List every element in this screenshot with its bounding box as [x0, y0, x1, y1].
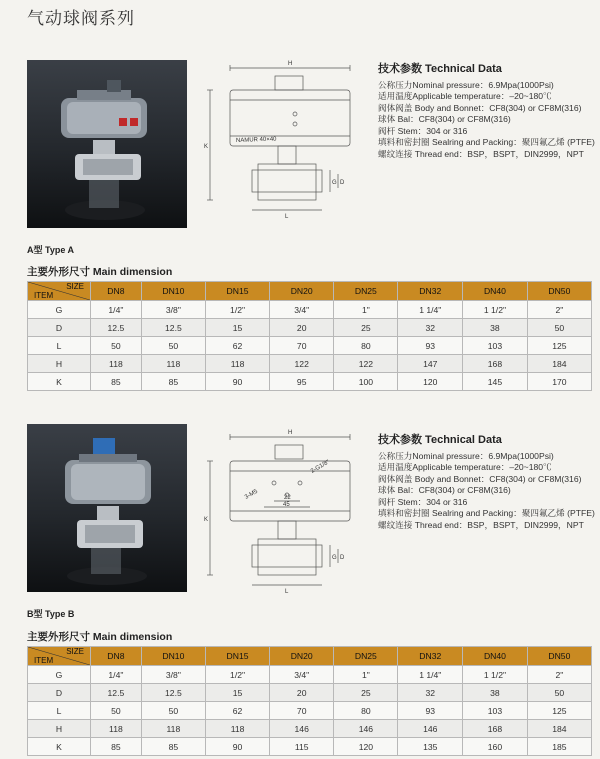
table-cell: 62: [205, 702, 269, 720]
tech-line: 填料和密封圈 Sealring and Packing：聚四氟乙烯 (PTFE): [378, 137, 595, 147]
table-row: [28, 720, 592, 738]
table-cell: 85: [91, 373, 142, 391]
tech-line: 球体 Bal：CF8(304) or CF8M(316): [378, 485, 511, 495]
tech-line: 公称压力Nominal pressure：6.9Mpa(1000Psi): [378, 450, 554, 461]
drawing-label-g: G: [332, 555, 337, 561]
table-cell: 20: [270, 319, 334, 337]
drawing-label-k: K: [204, 144, 209, 150]
table-cell: 135: [398, 738, 463, 756]
table-cell: 90: [205, 738, 269, 756]
table-cell: 90: [205, 373, 269, 391]
table-cell: 20: [270, 684, 334, 702]
row-label: K: [28, 738, 91, 756]
tech-line: 填料和密封圈 Sealring and Packing：聚四氟乙烯 (PTFE): [378, 508, 595, 518]
table-cell: 115: [270, 738, 334, 756]
table-cell: 1/2": [205, 301, 269, 319]
table-cell: 170: [527, 373, 591, 391]
table-cell: 15: [205, 319, 269, 337]
table-cell: 12.5: [141, 684, 205, 702]
table-cell: 118: [205, 720, 269, 738]
tech-title: 技术参数 Technical Data: [378, 434, 502, 446]
table-cell: 38: [463, 319, 528, 337]
column-header: DN8: [91, 282, 142, 301]
type-caption: B型 Type B: [27, 609, 75, 619]
column-header: DN25: [334, 647, 398, 666]
table-row: [28, 301, 592, 319]
page-title: 气动球阀系列: [27, 9, 135, 28]
column-header: DN20: [270, 282, 334, 301]
type-caption: A型 Type A: [27, 245, 75, 255]
drawing-label-h: H: [288, 61, 293, 67]
table-cell: 125: [527, 702, 591, 720]
table-cell: 118: [91, 720, 142, 738]
row-label: L: [28, 337, 91, 355]
drawing-label-l: L: [285, 589, 289, 595]
column-header: DN15: [205, 282, 269, 301]
table-row: [28, 319, 592, 337]
table-cell: 50: [91, 337, 142, 355]
table-cell: 85: [141, 373, 205, 391]
corner-size-label: SIZE: [66, 647, 84, 656]
table-cell: 145: [463, 373, 528, 391]
table-cell: 1": [334, 301, 398, 319]
table-cell: 32: [398, 319, 463, 337]
table-cell: 3/4": [270, 666, 334, 684]
column-header: DN20: [270, 647, 334, 666]
table-cell: 15: [205, 684, 269, 702]
column-header: DN32: [398, 647, 463, 666]
column-header: DN8: [91, 647, 142, 666]
tech-title: 技术参数 Technical Data: [378, 63, 502, 75]
table-row: [28, 702, 592, 720]
tech-line: 适用温度Applicable temperature：–20~180℃: [378, 91, 552, 101]
table-cell: 118: [91, 355, 142, 373]
column-header: DN10: [141, 282, 205, 301]
table-cell: 2": [527, 666, 591, 684]
row-label: L: [28, 702, 91, 720]
technical-drawing-type-b: [200, 425, 370, 595]
table-cell: 50: [91, 702, 142, 720]
corner-item-label: ITEM: [34, 291, 54, 300]
technical-drawing-type-a: [200, 56, 370, 226]
table-cell: 184: [527, 720, 591, 738]
table-row: [28, 684, 592, 702]
table-cell: 80: [334, 702, 398, 720]
table-cell: 32: [398, 684, 463, 702]
table-cell: 120: [398, 373, 463, 391]
tech-line: 螺纹连接 Thread end：BSP，BSPT，DIN2999，NPT: [378, 148, 584, 159]
table-cell: 50: [527, 684, 591, 702]
table-cell: 3/4": [270, 301, 334, 319]
technical-data-a: [378, 64, 598, 160]
table-row: [28, 738, 592, 756]
column-header: DN40: [463, 282, 528, 301]
table-cell: 2": [527, 301, 591, 319]
column-header: DN50: [527, 282, 591, 301]
table-cell: 3/8": [141, 301, 205, 319]
drawing-label-namur: NAMUR 40×40: [235, 136, 277, 144]
table-cell: 85: [141, 738, 205, 756]
dimension-table-b: [27, 646, 592, 756]
corner-size-label: SIZE: [66, 282, 84, 291]
tech-line: 阀杆 Stem：304 or 316: [378, 496, 468, 507]
table-cell: 12.5: [91, 319, 142, 337]
table-cell: 95: [270, 373, 334, 391]
table-cell: 50: [141, 337, 205, 355]
table-cell: 25: [334, 319, 398, 337]
table-cell: 70: [270, 702, 334, 720]
table-cell: 93: [398, 702, 463, 720]
table-cell: 3/8": [141, 666, 205, 684]
tech-line: 适用温度Applicable temperature：–20~180℃: [378, 462, 552, 472]
drawing-label-m5: 3-M5: [244, 488, 259, 501]
column-header: DN40: [463, 647, 528, 666]
table-cell: 1/4": [91, 666, 142, 684]
tech-line: 螺纹连接 Thread end：BSP，BSPT，DIN2999，NPT: [378, 519, 584, 530]
table-cell: 50: [141, 702, 205, 720]
drawing-label-22: 22: [284, 495, 291, 501]
table-cell: 168: [463, 720, 528, 738]
table-cell: 118: [205, 355, 269, 373]
table-cell: 50: [527, 319, 591, 337]
table-row: [28, 373, 592, 391]
drawing-label-l: L: [285, 214, 289, 220]
drawing-label-45: 45: [283, 502, 290, 508]
table-cell: 184: [527, 355, 591, 373]
table-row: [28, 337, 592, 355]
table-cell: 1 1/4": [398, 301, 463, 319]
drawing-label-d: D: [340, 180, 345, 186]
dimension-title: 主要外形尺寸 Main dimension: [27, 266, 173, 278]
row-label: K: [28, 373, 91, 391]
row-label: H: [28, 355, 91, 373]
drawing-label-h: H: [288, 430, 293, 436]
drawing-label-k: K: [204, 517, 209, 523]
tech-line: 阀杆 Stem：304 or 316: [378, 125, 468, 136]
tech-line: 阀体阀盖 Body and Bonnet：CF8(304) or CF8M(316): [378, 102, 582, 113]
table-cell: 80: [334, 337, 398, 355]
table-cell: 1 1/4": [398, 666, 463, 684]
table-row: [28, 666, 592, 684]
table-cell: 120: [334, 738, 398, 756]
table-cell: 118: [141, 355, 205, 373]
row-label: H: [28, 720, 91, 738]
tech-line: 阀体阀盖 Body and Bonnet：CF8(304) or CF8M(316): [378, 473, 582, 484]
technical-data-b: [378, 435, 598, 531]
row-label: G: [28, 666, 91, 684]
table-cell: 100: [334, 373, 398, 391]
table-cell: 122: [270, 355, 334, 373]
table-cell: 12.5: [141, 319, 205, 337]
column-header: DN32: [398, 282, 463, 301]
table-cell: 168: [463, 355, 528, 373]
table-cell: 103: [463, 337, 528, 355]
row-label: D: [28, 684, 91, 702]
table-cell: 62: [205, 337, 269, 355]
table-row: [28, 355, 592, 373]
column-header: DN50: [527, 647, 591, 666]
table-cell: 118: [141, 720, 205, 738]
tech-line: 球体 Bal：CF8(304) or CF8M(316): [378, 114, 511, 124]
column-header: DN15: [205, 647, 269, 666]
table-cell: 146: [398, 720, 463, 738]
table-cell: 147: [398, 355, 463, 373]
table-cell: 1/4": [91, 301, 142, 319]
table-cell: 38: [463, 684, 528, 702]
table-cell: 146: [334, 720, 398, 738]
tech-line: 公称压力Nominal pressure：6.9Mpa(1000Psi): [378, 79, 554, 90]
valve-photo-type-b: [27, 424, 187, 592]
table-cell: 12.5: [91, 684, 142, 702]
valve-photo-type-a: [27, 60, 187, 228]
table-cell: 70: [270, 337, 334, 355]
dimension-table-a: [27, 281, 592, 391]
table-cell: 1/2": [205, 666, 269, 684]
table-cell: 1 1/2": [463, 666, 528, 684]
table-cell: 125: [527, 337, 591, 355]
table-corner: [28, 282, 91, 301]
table-cell: 160: [463, 738, 528, 756]
drawing-label-d: D: [340, 555, 345, 561]
row-label: G: [28, 301, 91, 319]
table-cell: 1 1/2": [463, 301, 528, 319]
table-cell: 185: [527, 738, 591, 756]
table-cell: 1": [334, 666, 398, 684]
table-cell: 146: [270, 720, 334, 738]
table-cell: 25: [334, 684, 398, 702]
table-cell: 85: [91, 738, 142, 756]
corner-item-label: ITEM: [34, 656, 54, 665]
table-cell: 103: [463, 702, 528, 720]
column-header: DN25: [334, 282, 398, 301]
table-cell: 93: [398, 337, 463, 355]
drawing-label-g18: 2-G1/8": [310, 459, 331, 475]
drawing-label-g: G: [332, 180, 337, 186]
column-header: DN10: [141, 647, 205, 666]
row-label: D: [28, 319, 91, 337]
dimension-title: 主要外形尺寸 Main dimension: [27, 631, 173, 643]
table-corner: [28, 647, 91, 666]
table-cell: 122: [334, 355, 398, 373]
